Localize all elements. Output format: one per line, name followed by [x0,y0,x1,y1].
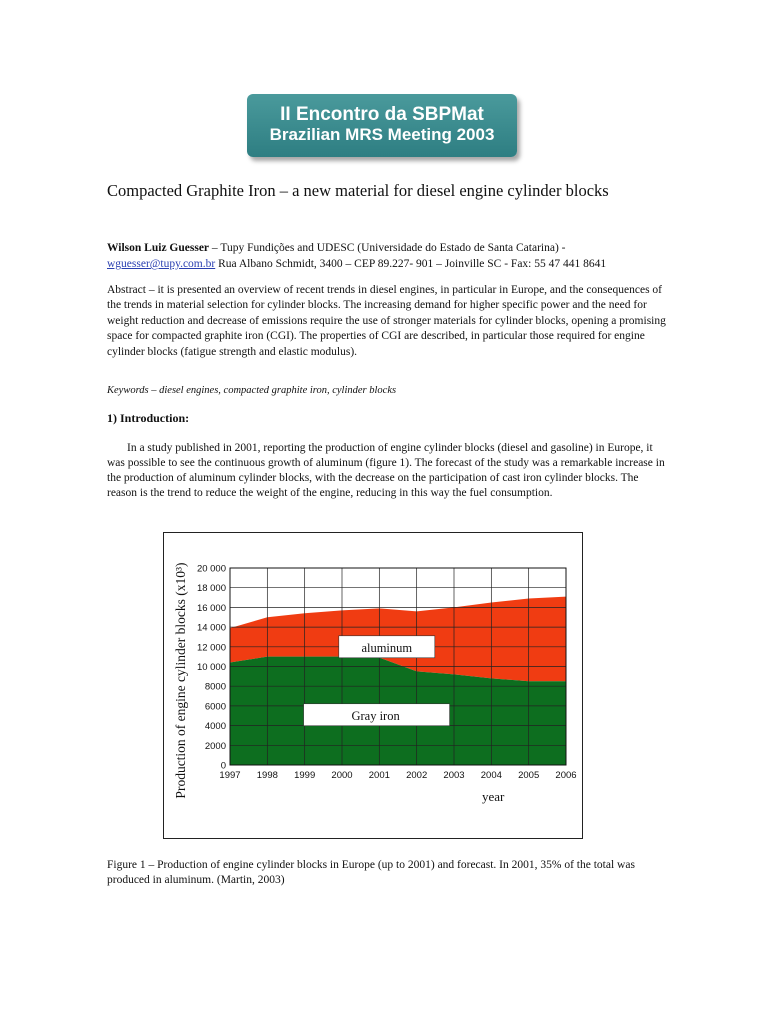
x-tick-label: 1997 [219,770,241,781]
y-tick-label: 2000 [204,740,226,752]
author-address: Rua Albano Schmidt, 3400 – CEP 89.227- 901 – Joinville SC - Fax: 55 47 441 8641 [215,258,607,270]
x-tick-label: 2004 [480,770,502,781]
author-name: Wilson Luiz Guesser [107,242,210,254]
y-tick-label: 12 000 [196,642,226,654]
x-tick-label: 1998 [256,770,278,781]
keywords: Keywords – diesel engines, compacted graphite iron, cylinder blocks [107,385,397,396]
x-tick-label: 2003 [443,770,465,781]
stacked-area-chart [164,533,582,838]
x-tick-label: 2000 [331,770,353,781]
x-tick-label: 2002 [406,770,428,781]
intro-paragraph: In a study published in 2001, reporting the production of engine cylinder blocks (diesel and gasoline) in Europe, it was possible to see the continuous growth of aluminum (figure 1). The forecast of the study was a remarkable increase in the production of aluminum cylinder blocks, with the decrease on the participation of cast iron cylinder blocks. The reason is the trend to reduce the weight of the engine, reducing in this way the fuel consumption. [107,442,665,499]
y-tick-label: 4000 [204,721,226,733]
series-label-aluminum: aluminum [361,640,413,655]
y-tick-label: 14 000 [196,622,226,634]
x-tick-label: 1999 [294,770,316,781]
paper-title: Compacted Graphite Iron – a new material for diesel engine cylinder blocks [107,181,609,200]
y-axis-title: Production of engine cylinder blocks (x10³) [173,562,188,799]
author-email-link[interactable]: wguesser@tupy.com.br [107,258,216,270]
y-tick-label: 10 000 [196,662,226,673]
figure-1 [163,532,583,839]
conference-banner [247,94,517,157]
author-block [107,240,667,272]
x-tick-label: 2005 [518,770,540,781]
section-heading: 1) Introduction: [107,411,190,425]
banner-line-1: II Encontro da SBPMat [280,104,484,125]
y-tick-label: 0 [220,760,226,772]
abstract: Abstract – it is presented an overview of recent trends in diesel engines, in particular in Europe, and the consequences of the trends in material selection for cylinder blocks. The increasing demand for higher specific power and the need for weight reduction and decrease of emissions require the use of stronger materials for cylinder blocks, opening a promising space for compacted graphite iron (CGI). The properties of CGI are described, in particular those required for engine cylinder blocks (fatigue strength and elastic modulus). [107,284,666,358]
y-tick-label: 16 000 [196,602,226,614]
x-tick-label: 2001 [368,770,390,781]
series-label-gray-iron: Gray iron [351,708,400,723]
y-tick-label: 6000 [204,701,226,713]
figure-caption: Figure 1 – Production of engine cylinder blocks in Europe (up to 2001) and forecast. In 2001, 35% of the total was produced in aluminum. (Martin, 2003) [107,859,635,886]
x-tick-label: 2006 [555,770,577,781]
y-tick-label: 8000 [204,681,226,693]
y-tick-label: 18 000 [196,583,226,595]
y-tick-label: 20 000 [196,563,226,575]
author-affiliation: – Tupy Fundições and UDESC (Universidade do Estado de Santa Catarina) - [209,242,566,254]
x-axis-title: year [482,789,505,804]
banner-line-2: Brazilian MRS Meeting 2003 [269,125,495,144]
